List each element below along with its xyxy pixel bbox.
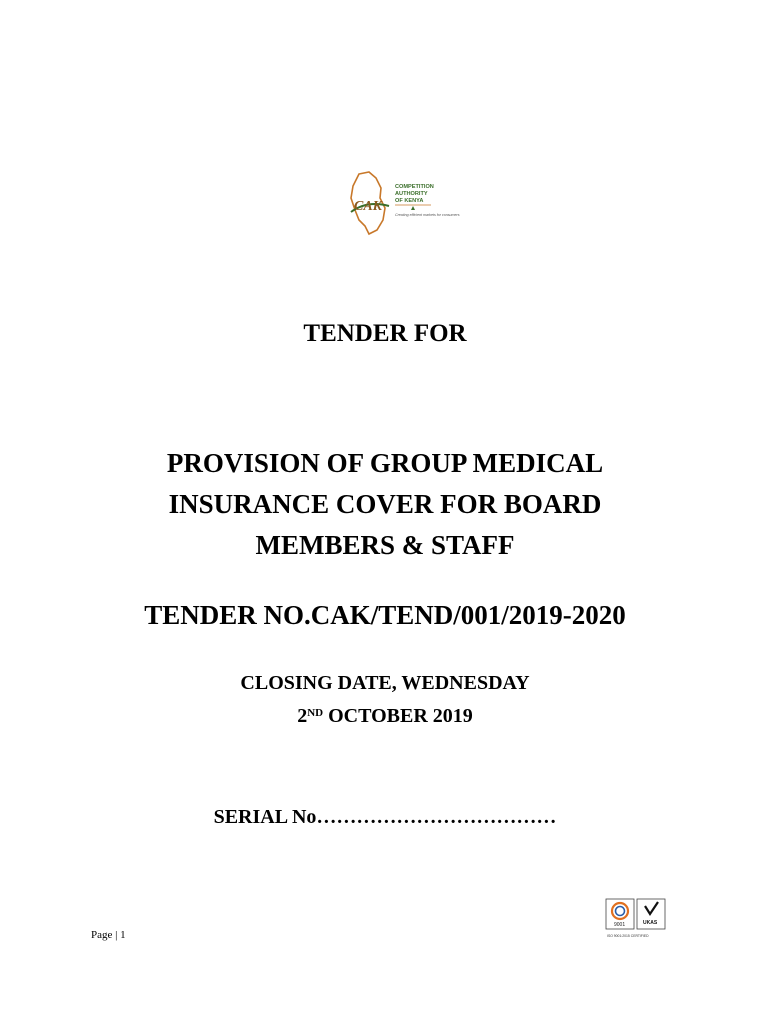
certification-badges	[605, 898, 667, 940]
tender-for-heading: TENDER FOR	[303, 320, 467, 347]
logo-line-3: OF KENYA	[395, 198, 424, 204]
closing-date-line-1: CLOSING DATE, WEDNESDAY	[240, 672, 530, 694]
closing-day-suffix: ND	[307, 707, 324, 719]
cak-logo	[345, 168, 465, 238]
logo-line-2: AUTHORITY	[395, 191, 428, 197]
logo-line-1: COMPETITION	[395, 184, 434, 190]
closing-date-line-2	[0, 705, 770, 728]
closing-month-year: OCTOBER 2019	[323, 705, 473, 727]
logo-tree-icon	[411, 206, 415, 210]
logo-tagline: Creating efficient markets for consumers	[395, 213, 460, 217]
tender-title-line-2: INSURANCE COVER FOR BOARD	[168, 489, 602, 519]
tender-title	[0, 443, 770, 566]
logo-monogram: CAK	[354, 199, 383, 214]
tender-title-line-1: PROVISION OF GROUP MEDICAL	[166, 448, 604, 478]
page-number: Page | 1	[91, 929, 126, 941]
tender-title-line-3: MEMBERS & STAFF	[255, 530, 515, 560]
tender-number: TENDER NO.CAK/TEND/001/2019-2020	[144, 600, 626, 630]
closing-day: 2	[297, 705, 308, 727]
ukas-badge-label: UKAS	[643, 920, 658, 926]
iso-badge-label: 9001	[614, 922, 626, 928]
serial-number-line: SERIAL No………………………………	[213, 806, 557, 828]
certification-caption: ISO 9001:2015 CERTIFIED	[607, 934, 649, 938]
